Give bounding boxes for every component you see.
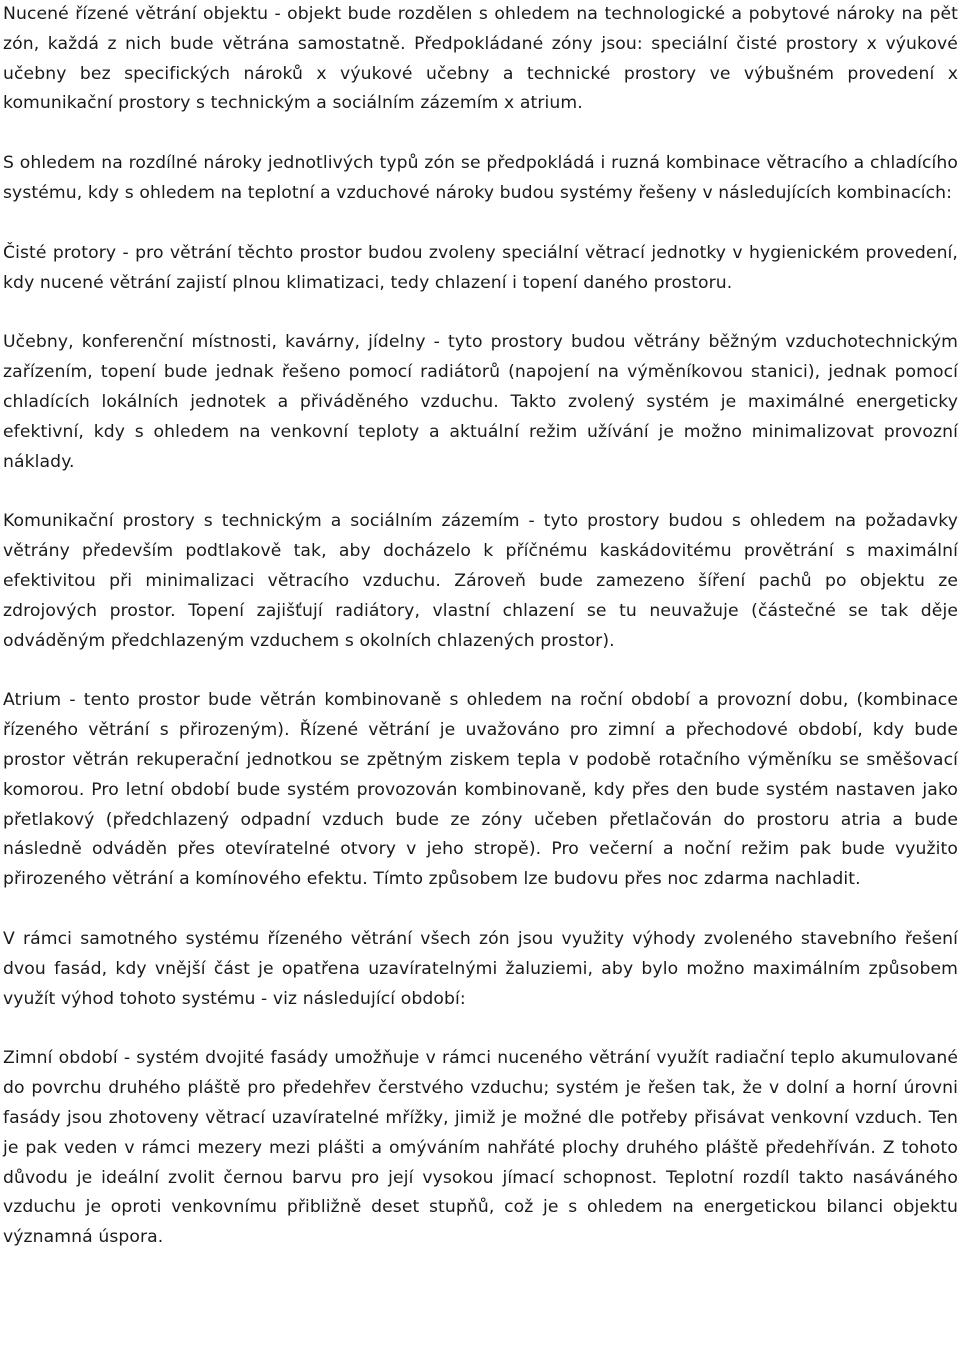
paragraph-system-combinations: S ohledem na rozdílné nároky jednotlivých typů zón se předpokládá i ruzná kombinace větracího a chladícího systému, kdy s ohledem na teplotní a vzduchové nároky budou systémy řešeny v následujících kombinacích: [3,153,958,203]
paragraph-winter-period: Zimní období - systém dvojité fasády umožňuje v rámci nuceného větrání využít radiační teplo akumulované do povrchu druhého pláště pro předehřev čerstvého vzduchu; systém je řešen tak, že v dolní a horní úrovni fasády jsou zhotoveny větrací uzavíratelné mřížky, jimiž je možné dle potřeby přisávat venkovní vzduch. Ten je pak veden v rámci mezery mezi plášti a omýváním nahřáté plochy druhého pláště předehříván. Z tohoto důvodu je ideální zvolit černou barvu pro její vysokou jímací schopnost. Teplotní rozdíl takto nasáváného vzduchu je oproti venkovnímu přibližně deset stupňů, což je s ohledem na energetickou bilanci objektu významná úspora. [3,1048,958,1248]
paragraph-clean-rooms: Čisté protory - pro větrání těchto prostor budou zvoleny speciální větrací jednotky v hygienickém provedení, kdy nucené větrání zajistí plnou klimatizaci, tedy chlazení i topení daného prostoru. [3,242,958,293]
paragraph-mechanical-ventilation-zones: Nucené řízené větrání objektu - objekt bude rozdělen s ohledem na technologické a pobytové nároky na pět zón, každá z nich bude větrána samostatně. Předpokládané zóny jsou: speciální čisté prostory x výukové učebny bez specifických nároků x výukové učebny a technické prostory ve výbušném provedení x komunikační prostory s technickým a sociálním zázemím x atrium. [3,4,958,114]
document-body [3,0,958,1253]
paragraph-atrium: Atrium - tento prostor bude větrán kombinovaně s ohledem na roční období a provozní dobu, (kombinace řízeného větrání s přirozeným). Řízené větrání je uvažováno pro zimní a přechodové období, kdy bude prostor větrán rekuperační jednotkou se zpětným ziskem tepla v podobě rotačního výměníku se směšovací komorou. Pro letní období bude systém provozován kombinovaně, kdy přes den bude systém nastaven jako přetlakový (předchlazený odpadní vzduch bude ze zóny učeben přetlačován do prostoru atria a bude následně odváděn přes otevíratelné otvory v jeho stropě). Pro večerní a noční režim pak bude využito přirozeného větrání a komínového efektu. Tímto způsobem lze budovu přes noc zdarma nachladit. [3,690,958,890]
paragraph-communication-spaces: Komunikační prostory s technickým a sociálním zázemím - tyto prostory budou s ohledem na požadavky větrány především podtlakově tak, aby docházelo k příčnému kaskádovitému provětrání s maximální efektivitou při minimalizaci větracího vzduchu. Zároveň bude zamezeno šíření pachů po objektu ze zdrojových prostor. Topení zajišťují radiátory, vlastní chlazení se tu neuvažuje (částečné se tak děje odváděným předchlazeným vzduchem s okolních chlazených prostor). [3,511,958,651]
paragraph-double-facade: V rámci samotného systému řízeného větrání všech zón jsou využity výhody zvoleného stavebního řešení dvou fasád, kdy vnější část je opatřena uzavíratelnými žaluziemi, aby bylo možno maximálním způsobem využít výhod tohoto systému - viz následující období: [3,928,958,1009]
paragraph-classrooms: Učebny, konferenční místnosti, kavárny, jídelny - tyto prostory budou větrány běžným vzduchotechnickým zařízením, topení bude jednak řešeno pomocí radiátorů (napojení na výměníkovou stanici), jednak pomocí chladících lokálních jednotek a přiváděného vzduchu. Takto zvolený systém je maximálné energeticky efektivní, kdy s ohledem na venkovní teploty a aktuální režim užívání je možno minimalizovat provozní náklady. [3,332,958,472]
